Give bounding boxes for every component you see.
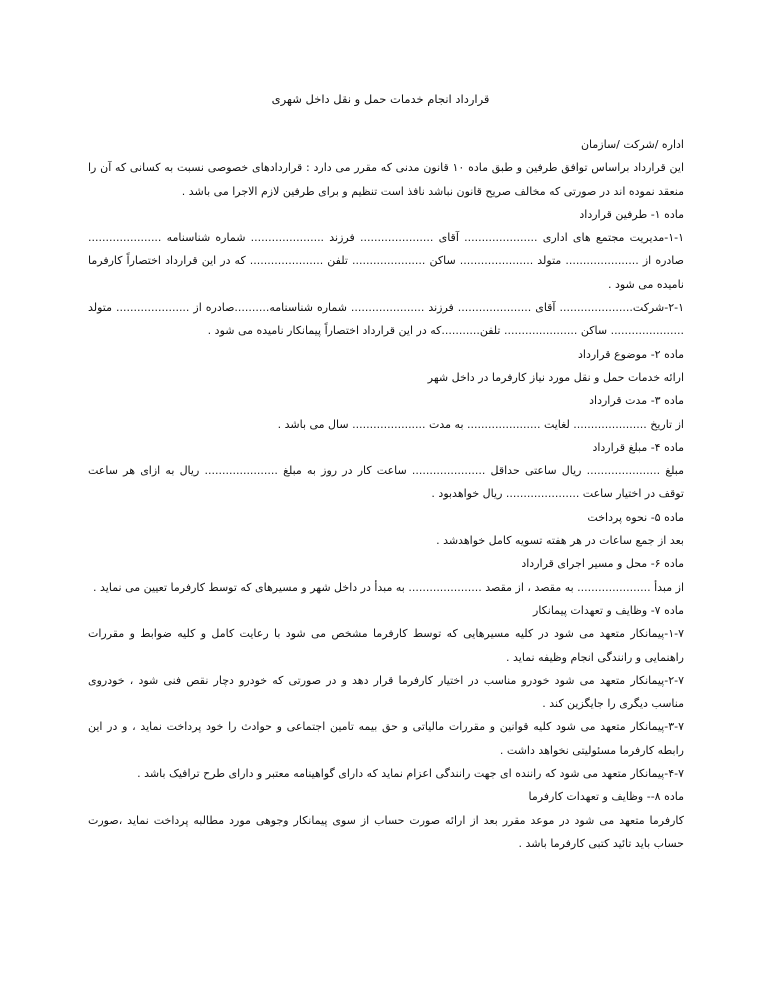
article-3-text: از تاریخ ..................... لغایت ..................... به مدت ..................... سال می باشد .: [277, 417, 684, 431]
article-6-heading: ماده ۶- محل و مسیر اجرای قرارداد: [521, 557, 684, 571]
clause-7-2: ۲-۷-پیمانکار متعهد می شود خودرو مناسب در اختیار کارفرما قرار دهد و در صورتی که خودرو دچار نقص فنی شود ، خودروی مناسب دیگری را جایگزین کند .: [88, 673, 684, 711]
intro-paragraph: این قرارداد براساس توافق طرفین و طبق ماده ۱۰ قانون مدنی که مقرر می دارد : قراردادهای خصوصی نسبت به کسانی که آن را منعقد نموده اند در صورتی که مخالف صریح قانون نباشد نافذ است تنظیم و برای طرفین لازم الاجرا می باشد .: [88, 161, 684, 198]
document-title: قرارداد انجام خدمات حمل و نقل داخل شهری: [271, 92, 490, 106]
article-3-heading: ماده ۳- مدت قرارداد: [589, 394, 684, 408]
article-6-text: از مبدأ ..................... به مقصد ، از مقصد ..................... به مبدأ در داخل شهر و مسیرهای که توسط کارفرما تعیین می نماید .: [93, 580, 684, 594]
clause-7-3: ۳-۷-پیمانکار متعهد می شود کلیه قوانین و مقررات مالیاتی و حق بیمه تامین اجتماعی و حوادث را خود پرداخت نماید ، و در این رابطه کارفرما مسئولیتی نخواهد داشت .: [88, 720, 684, 757]
article-8-heading: ماده ۸-- وظایف و تعهدات کارفرما: [528, 790, 684, 804]
article-1-heading: ماده ۱- طرفین قرارداد: [579, 207, 684, 221]
org-line: اداره /شرکت /سازمان: [580, 138, 684, 151]
article-2-heading: ماده ۲- موضوع قرارداد: [577, 347, 684, 361]
clause-7-1: ۱-۷-پیمانکار متعهد می شود در کلیه مسیرهایی که توسط کارفرما مشخص می شود با رعایت کامل و کلیه ضوابط و مقررات راهنمایی و رانندگی انجام وظیفه نماید .: [88, 627, 684, 664]
article-5-heading: ماده ۵- نحوه پرداخت: [587, 510, 684, 524]
article-2-text: ارائه خدمات حمل و نقل مورد نیاز کارفرما در داخل شهر: [427, 370, 684, 384]
clause-1-1: ۱-۱-مدیریت مجتمع های اداری ..................... آقای ..................... فرزند ..................... شماره شناسنامه ..................... صادره از ..................... متولد ..................... ساکن ..................... تلفن ..................... که در این قرارداد اختصاراً کارفرما نامیده می شود .: [88, 231, 684, 291]
article-4-text: مبلغ ..................... ریال ساعتی حداقل ..................... ساعت کار در روز به مبلغ ..................... ریال به ازای هر ساعت توقف در اختیار ساعت ..................... ریال خواهدبود .: [88, 464, 684, 501]
article-8-text: کارفرما متعهد می شود در موعد مقرر بعد از ارائه صورت حساب از سوی پیمانکار وجوهی مورد مطالبه پرداخت نماید ،صورت حساب باید تائید کتبی کارفرما باشد .: [88, 813, 684, 850]
clause-1-2: ۲-۱-شرکت..................... آقای ..................... فرزند ..................... شماره شناسنامه..........صادره از ..................... متولد ..................... ساکن ..................... تلفن...........که در این قرارداد اختصاراً پیمانکار نامیده می شود .: [88, 301, 684, 338]
contract-body: [88, 133, 684, 855]
clause-7-4: ۴-۷-پیمانکار متعهد می شود که راننده ای جهت رانندگی اعزام نماید که دارای گواهینامه معتبر و دارای طرح ترافیک باشد .: [137, 767, 684, 781]
article-4-heading: ماده ۴- مبلغ قرارداد: [592, 440, 684, 454]
article-5-text: بعد از جمع ساعات در هر هفته تسویه کامل خواهدشد .: [436, 534, 684, 548]
article-7-heading: ماده ۷- وظایف و تعهدات پیمانکار: [533, 603, 684, 617]
